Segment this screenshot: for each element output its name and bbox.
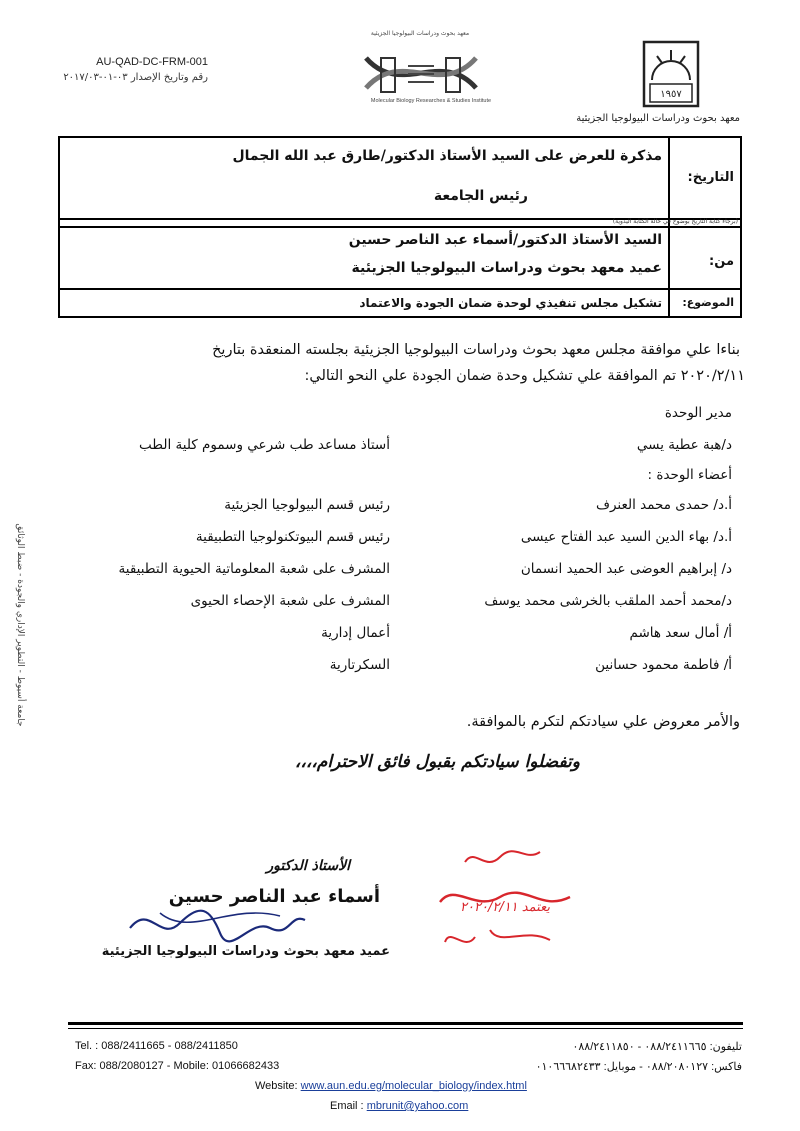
signatory-title: الأستاذ الدكتور — [266, 858, 350, 874]
signature-scribble — [120, 898, 310, 948]
university-logo — [622, 40, 712, 110]
memo-to-title: رئيس الجامعة — [433, 188, 528, 204]
list-item — [60, 497, 740, 521]
institute-logo-arabic: معهد بحوث ودراسات البيولوجيا الجزيئية — [370, 30, 470, 37]
member-name: أ/ أمال سعد هاشم — [629, 625, 732, 641]
date-note: (برجاء كتابة التاريخ بوضوح في حالة الكتابة اليدوية) — [612, 218, 738, 225]
member-name: أ.د/ بهاء الدين السيد عبد الفتاح عيسى — [520, 529, 732, 545]
director-name: د/هبة عطية يسي — [636, 437, 732, 453]
memo-to-line: مذكرة للعرض على السيد الأستاذ الدكتور/طارق عبد الله الجمال — [232, 148, 662, 164]
footer-website — [255, 1080, 575, 1092]
member-name: د/ إبراهيم العوضى عبد الحميد انسمان — [520, 561, 732, 577]
member-name: أ/ فاطمة محمود حسانين — [595, 657, 732, 673]
member-role: رئيس قسم البيوتكنولوجيا التطبيقية — [195, 529, 390, 545]
side-margin-note: جامعة أسيوط - التطوير الإداري والجودة - ضبط الوثائق — [15, 523, 25, 727]
list-item — [60, 625, 740, 649]
member-role: المشرف على شعبة المعلوماتية الحيوية التطبيقية — [118, 561, 390, 577]
memo-subject: تشكيل مجلس تنفيذي لوحدة ضمان الجودة والاعتماد — [359, 296, 662, 310]
list-item — [60, 561, 740, 585]
footer-tel-ar: تليفون: ٠٨٨/٢٤١١٦٦٥ - ٠٨٨/٢٤١١٨٥٠ — [572, 1041, 742, 1053]
closing-regards: وتفضلوا سيادتكم بقبول فائق الاحترام،،،، — [294, 752, 580, 772]
svg-text:١٩٥٧: ١٩٥٧ — [660, 89, 682, 100]
member-name: أ.د/ حمدى محمد العنرف — [595, 497, 732, 513]
institute-logo — [346, 28, 496, 108]
date-label: التاريخ: — [687, 170, 734, 185]
list-item — [60, 657, 740, 681]
closing-request: والأمر معروض علي سيادتكم لتكرم بالموافقة. — [466, 714, 740, 730]
director-role: أستاذ مساعد طب شرعي وسموم كلية الطب — [139, 437, 390, 453]
website-link[interactable]: www.aun.edu.eg/molecular_biology/index.html — [300, 1080, 527, 1092]
signatory-role: عميد معهد بحوث ودراسات البيولوجيا الجزيئية — [101, 944, 390, 959]
website-label: Website: — [255, 1080, 298, 1092]
from-label: من: — [709, 254, 734, 269]
footer-fax-en: Fax: 088/2080127 - Mobile: 01066682433 — [75, 1060, 280, 1072]
member-name: د/محمد أحمد الملقب بالخرشى محمد يوسف — [484, 593, 732, 609]
intro-line-2: ٢٠٢٠/٢/١١ تم الموافقة علي تشكيل وحدة ضمان الجودة علي النحو التالي: — [304, 368, 745, 384]
intro-line-1: بناءا علي موافقة مجلس معهد بحوث ودراسات البيولوجيا الجزيئية بجلسته المنعقدة بتاريخ — [212, 342, 740, 358]
director-heading: مدير الوحدة — [664, 405, 732, 421]
approval-note: يعتمد ٢٠٢٠/٢/١١ — [460, 900, 550, 915]
list-item — [60, 593, 740, 617]
subject-label: الموضوع: — [682, 296, 734, 309]
list-item — [60, 529, 740, 553]
member-role: المشرف على شعبة الإحصاء الحيوى — [190, 593, 390, 609]
institute-logo-english: Molecular Biology Researches & Studies Institute — [370, 98, 492, 104]
member-role: السكرتارية — [329, 657, 390, 673]
signatory-name: أسماء عبد الناصر حسين — [168, 886, 380, 907]
memo-from-title: عميد معهد بحوث ودراسات البيولوجيا الجزيئية — [351, 260, 662, 276]
footer-rule — [68, 1022, 743, 1025]
institute-name: معهد بحوث ودراسات البيولوجيا الجزيئية — [576, 113, 740, 124]
member-role: أعمال إدارية — [321, 625, 390, 641]
members-heading: أعضاء الوحدة : — [647, 467, 732, 483]
memo-from-name: السيد الأستاذ الدكتور/أسماء عبد الناصر حسين — [348, 232, 662, 248]
member-role: رئيس قسم البيولوجيا الجزيئية — [224, 497, 390, 513]
footer-rule-thin — [68, 1028, 743, 1029]
issue-number-date: رقم وتاريخ الإصدار ٠٣-٠١-٢٠١٧/٠٣ — [63, 72, 208, 83]
form-code: AU-QAD-DC-FRM-001 — [96, 56, 208, 68]
footer-tel-en: Tel. : 088/2411665 - 088/2411850 — [75, 1040, 238, 1052]
footer-fax-ar: فاكس: ٠٨٨/٢٠٨٠١٢٧ - موبايل: ٠١٠٦٦٦٨٢٤٣٣ — [535, 1061, 742, 1073]
memo-header-table — [58, 136, 742, 318]
email-link[interactable]: mbrunit@yahoo.com — [366, 1100, 469, 1112]
footer-email — [330, 1100, 530, 1112]
email-label: Email : — [330, 1100, 364, 1112]
